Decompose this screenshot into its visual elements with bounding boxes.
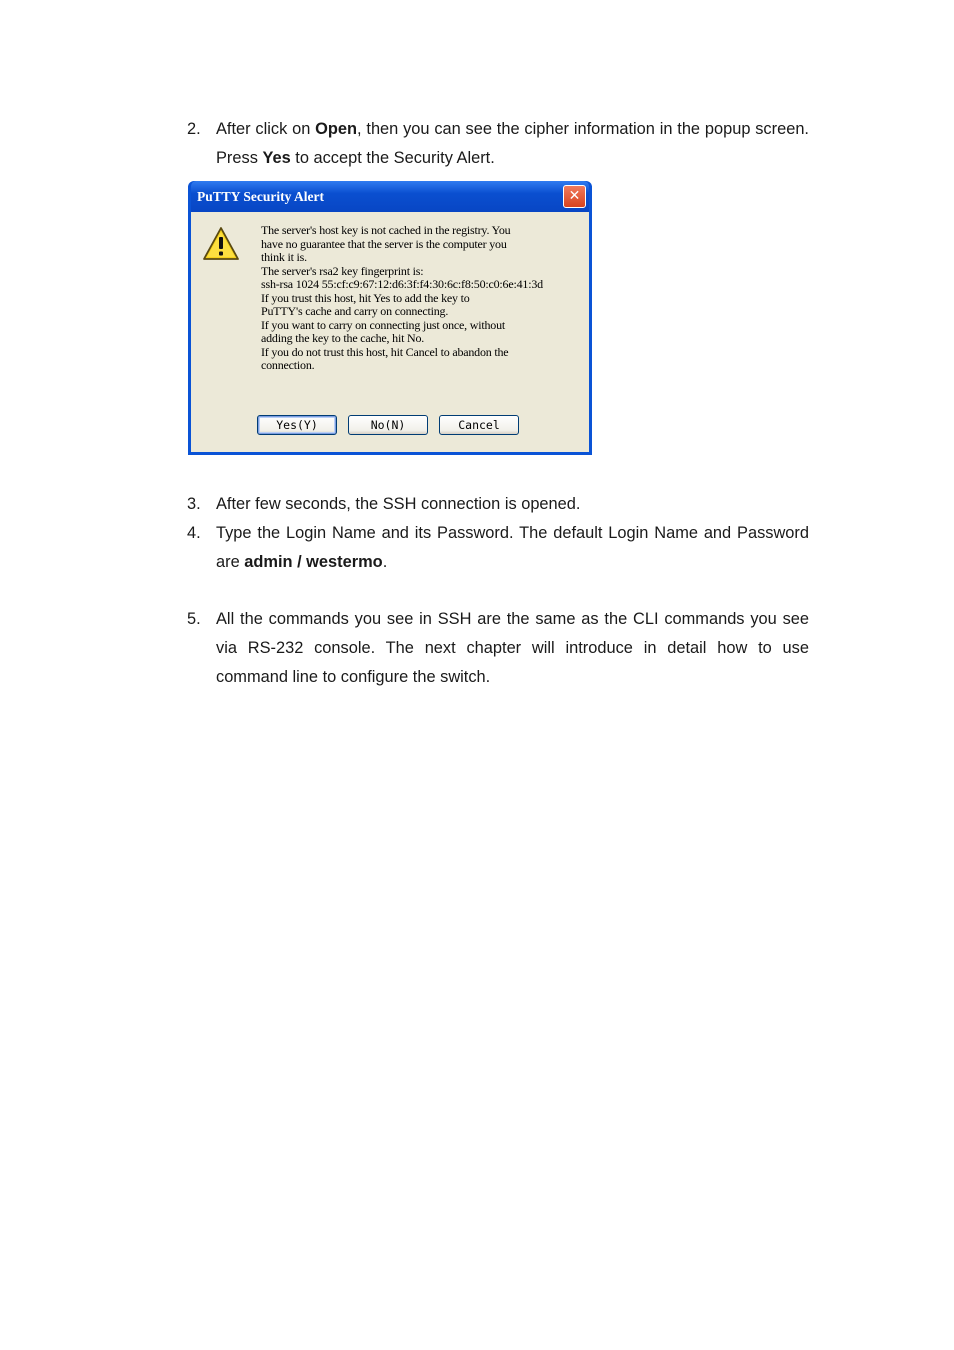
step-text: After click on Open, then you can see the cipher information in the popup screen. Press Yes to accept the Security Alert. [216,120,809,167]
dialog-client-area [191,212,589,452]
message-line: have no guarantee that the server is the computer you [261,236,507,251]
message-line: connection. [261,358,315,372]
step-number: 5. [187,610,201,628]
close-button[interactable] [563,185,586,208]
step-4 [187,519,809,577]
message-line: PuTTY's cache and carry on connecting. [261,304,449,318]
dialog-titlebar[interactable] [191,181,589,212]
step-text: After few seconds, the SSH connection is opened. [216,495,581,513]
message-line: ssh-rsa 1024 55:cf:c9:67:12:d6:3f:f4:30:6c:f8:50:c0:6e:41:3d [261,277,543,291]
step-3 [187,490,809,519]
default-credentials: admin / westermo [244,553,383,571]
message-line: If you trust this host, hit Yes to add the key to [261,290,470,305]
message-line: think it is. [261,250,307,264]
message-line: If you do not trust this host, hit Cancel to abandon the [261,344,509,359]
putty-security-alert-dialog [188,181,592,455]
message-line: If you want to carry on connecting just once, without [261,317,506,332]
no-button[interactable]: No(N) [348,415,428,435]
step-text: Type the Login Name and its Password. The default Login Name and Password are admin / westermo. [216,524,809,571]
step-number: 2. [187,120,201,138]
dialog-message [261,224,591,373]
message-line: adding the key to the cache, hit No. [261,331,425,345]
close-icon: ✕ [568,188,581,204]
step-number: 4. [187,524,201,542]
step-5 [187,605,809,692]
step-2 [187,115,809,173]
message-line: The server's host key is not cached in the registry. You [261,223,511,237]
cancel-button[interactable]: Cancel [439,415,519,435]
warning-icon [202,226,240,262]
message-line: The server's rsa2 key fingerprint is: [261,263,424,278]
yes-button[interactable]: Yes(Y) [257,415,337,435]
open-keyword: Open [315,120,358,138]
dialog-title: PuTTY Security Alert [197,189,324,204]
yes-keyword: Yes [262,149,291,167]
step-number: 3. [187,495,201,513]
step-text: All the commands you see in SSH are the same as the CLI commands you see via RS-232 console. The next chapter will introduce in detail how to use command line to configure the switch. [216,610,809,686]
